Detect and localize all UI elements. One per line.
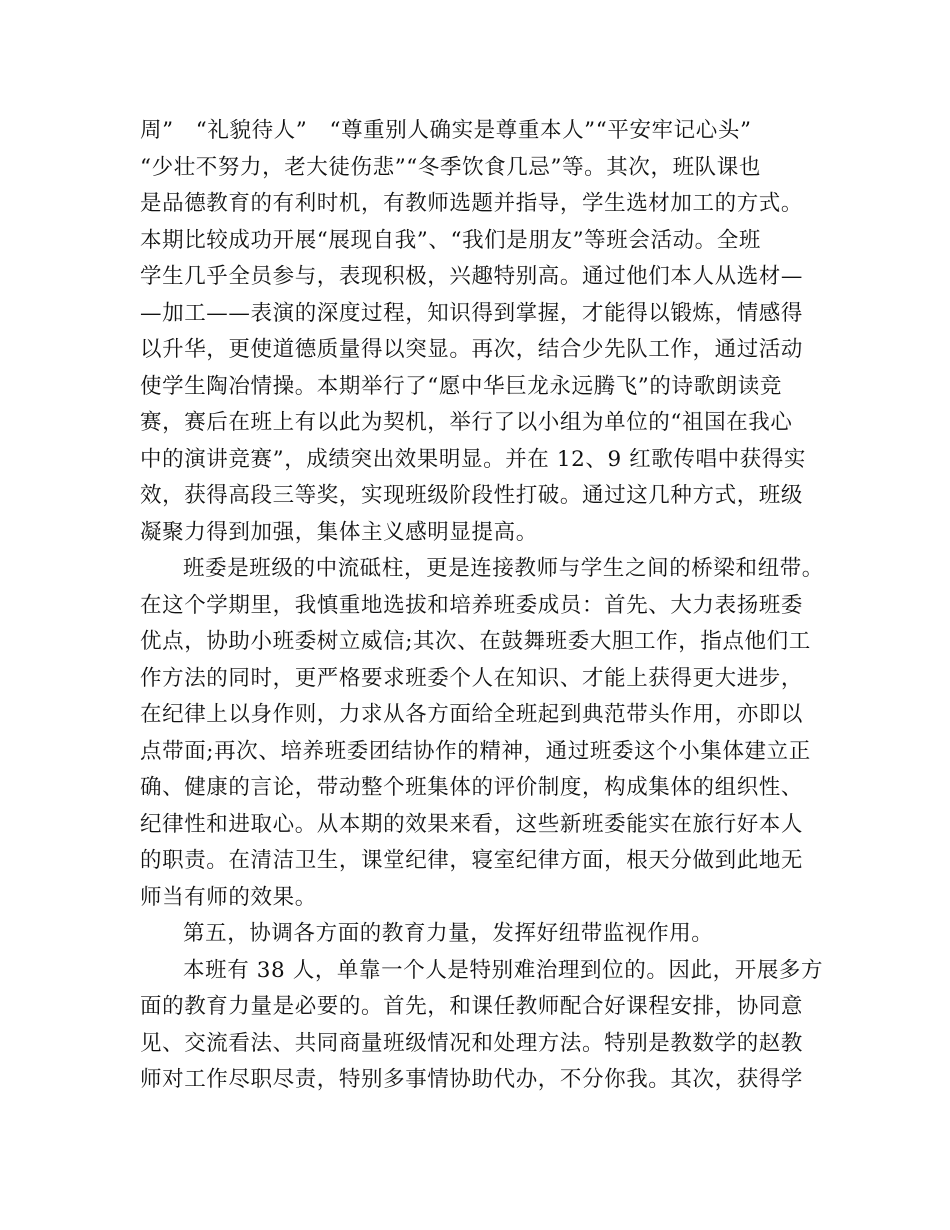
text-line: —加工——表演的深度过程，知识得到掌握，才能得以锻炼，情感得 [140,300,804,326]
paragraph-first-line: 本班有 38 人，单靠一个人是特别难治理到位的。因此，开展多方 [183,957,824,983]
text-line: 面的教育力量是必要的。首先，和课任教师配合好课程安排，协同意 [140,994,804,1019]
document-body [140,113,840,1099]
text-line: 纪律性和进取心。从本期的效果来看，这些新班委能实在旅行好本人 [140,811,804,837]
text-line: 的职责。在清洁卫生，课堂纪律，寝室纪律方面，根天分做到此地无 [140,848,804,873]
text-line: 中的演讲竞赛”，成绩突出效果明显。并在 12、9 红歌传唱中获得实 [140,446,806,472]
text-line: 周” “礼貌待人” “尊重别人确实是尊重本人”“平安牢记心头” [140,118,752,143]
section-heading-line: 第五，协调各方面的教育力量，发挥好纽带监视作用。 [183,921,714,946]
text-line: 作方法的同时，更严格要求班委个人在知识、才能上获得更大进步， [140,665,804,691]
text-line: 在纪律上以身作则，力求从各方面给全班起到典范带头作用，亦即以 [140,702,804,727]
text-line: 点带面;再次、培养班委团结协作的精神，通过班委这个小集体建立正 [140,738,811,764]
text-line: 在这个学期里，我慎重地选拔和培养班委成员：首先、大力表扬班委 [140,592,804,618]
text-line: 效，获得高段三等奖，实现班级阶段性打破。通过这几种方式，班级 [140,483,804,508]
text-line: 使学生陶冶情操。本期举行了“愿中华巨龙永远腾飞”的诗歌朗读竞 [140,373,782,399]
text-line: 师当有师的效果。 [140,884,317,910]
text-line: 凝聚力得到加强，集体主义感明显提高。 [140,519,538,545]
paragraph-first-line: 班委是班级的中流砥柱，更是连接教师与学生之间的桥梁和纽带。 [183,556,824,581]
text-line: 是品德教育的有利时机，有教师选题并指导，学生选材加工的方式。 [140,191,804,216]
text-line: 优点，协助小班委树立威信;其次、在鼓舞班委大胆工作，指点他们工 [140,629,811,654]
text-line: 赛，赛后在班上有以此为契机，举行了以小组为单位的“祖国在我心 [140,410,793,435]
text-line: 本期比较成功开展“展现自我”、“我们是朋友”等班会活动。全班 [140,227,761,253]
text-line: 学生几乎全员参与，表现积极，兴趣特别高。通过他们本人从选材— [140,264,804,289]
text-line: 师对工作尽职尽责，特别多事情协助代办，不分你我。其次，获得学 [140,1067,804,1092]
text-line: 确、健康的言论，带动整个班集体的评价制度，构成集体的组织性、 [140,775,804,800]
text-line: 见、交流看法、共同商量班级情况和处理方法。特别是教数学的赵教 [140,1030,804,1056]
text-line: 以升华，更使道德质量得以突显。再次，结合少先队工作，通过活动 [140,337,804,362]
text-line: “少壮不努力，老大徒伤悲”“冬季饮食几忌”等。其次，班队课也 [140,154,761,180]
